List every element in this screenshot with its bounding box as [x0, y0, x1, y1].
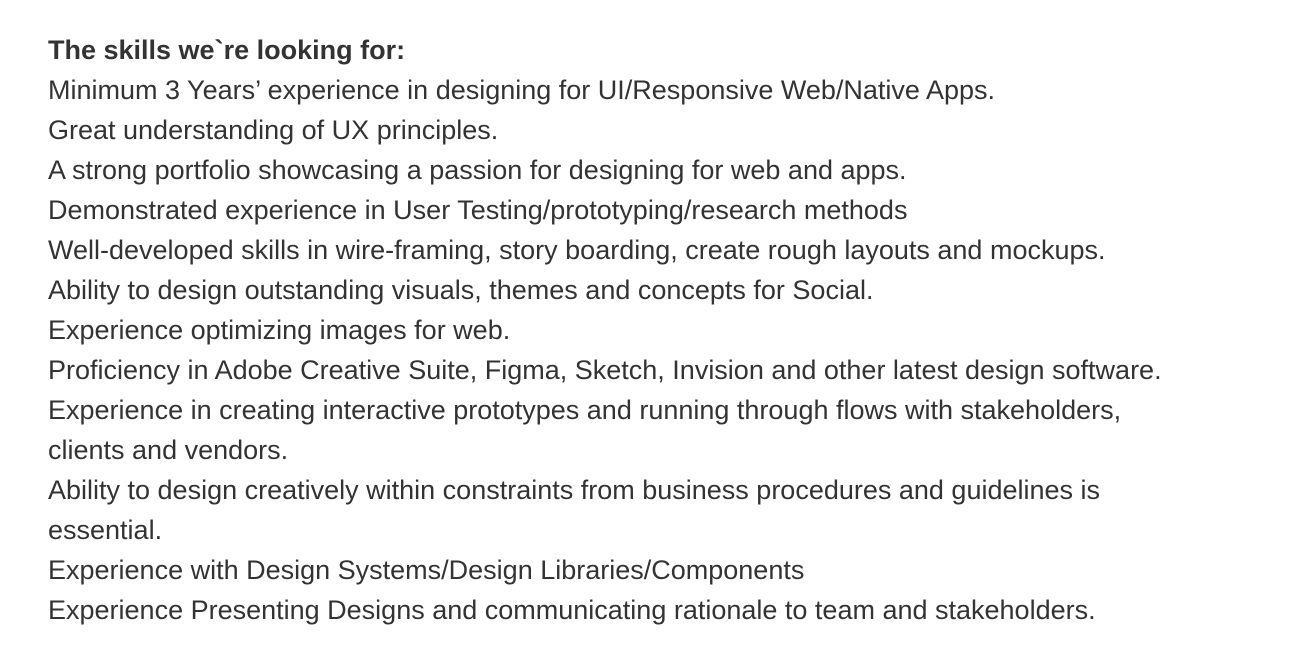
- skill-item: Well-developed skills in wire-framing, story boarding, create rough layouts and mockups.: [48, 235, 1106, 265]
- skill-item: Demonstrated experience in User Testing/prototyping/research methods: [48, 195, 908, 225]
- skill-item: Ability to design outstanding visuals, themes and concepts for Social.: [48, 275, 874, 305]
- skill-item: Experience in creating interactive prototypes and running through flows with stakeholders, clients and vendors.: [48, 395, 1122, 465]
- skill-item: Experience with Design Systems/Design Libraries/Components: [48, 555, 805, 585]
- skill-item: Minimum 3 Years’ experience in designing for UI/Responsive Web/Native Apps.: [48, 75, 995, 105]
- skill-item: Great understanding of UX principles.: [48, 115, 499, 145]
- skill-item: Ability to design creatively within constraints from business procedures and guidelines is essential.: [48, 475, 1101, 545]
- skills-heading: The skills we`re looking for:: [48, 35, 406, 65]
- skill-item: Proficiency in Adobe Creative Suite, Figma, Sketch, Invision and other latest design software.: [48, 355, 1162, 385]
- skill-item: Experience Presenting Designs and communicating rationale to team and stakeholders.: [48, 595, 1096, 625]
- skill-item: Experience optimizing images for web.: [48, 315, 511, 345]
- skill-item: A strong portfolio showcasing a passion for designing for web and apps.: [48, 155, 907, 185]
